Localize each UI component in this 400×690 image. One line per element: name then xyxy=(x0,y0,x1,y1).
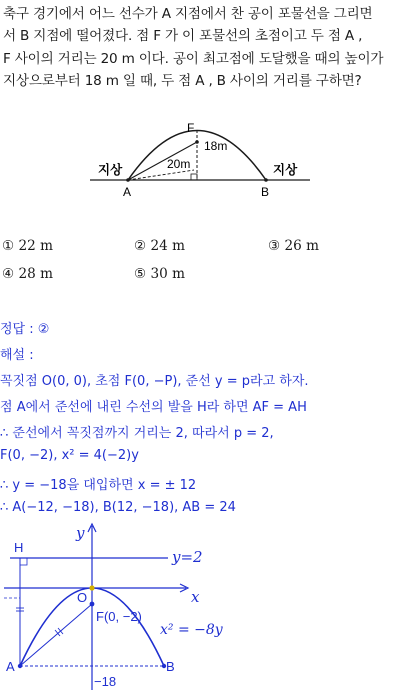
right-angle-H xyxy=(20,558,27,565)
label-F: F xyxy=(187,121,195,135)
label-ground-right: 지상 xyxy=(273,162,298,177)
explain-title: 해설 : xyxy=(0,348,34,363)
label-minus-18: −18 xyxy=(94,674,117,689)
label-B: B xyxy=(261,185,270,199)
label-y2: y=2 xyxy=(172,548,203,566)
choice-2[interactable]: ② 24 m xyxy=(134,238,186,254)
trajectory-figure xyxy=(90,108,310,203)
explain-line-3: ∴ 준선에서 꼭짓점까지 거리는 2, 따라서 p = 2, xyxy=(0,426,274,441)
label-A: A xyxy=(123,185,132,199)
label-20m: 20m xyxy=(167,157,191,171)
choice-3[interactable]: ③ 26 m xyxy=(268,238,320,254)
label-ground-left: 지상 xyxy=(98,162,123,177)
label-y: y xyxy=(76,524,85,542)
explain-line-5: ∴ y = −18을 대입하면 x = ± 12 xyxy=(0,478,197,493)
point-A xyxy=(18,664,22,668)
right-angle-mark xyxy=(191,174,197,180)
problem-line: F 사이의 거리는 20 m 이다. 공이 최고점에 도달했을 때의 높이가 xyxy=(3,50,384,67)
label-equation: x² = −8y xyxy=(160,622,223,638)
problem-line: 서 B 지점에 떨어졌다. 점 F 가 이 포물선의 초점이고 두 점 A , xyxy=(3,28,363,45)
point-F xyxy=(90,602,95,607)
problem-text xyxy=(3,3,399,93)
point-A xyxy=(126,178,130,182)
explain-line-6: ∴ A(−12, −18), B(12, −18), AB = 24 xyxy=(0,500,236,515)
explain-line-4: F(0, −2), x² = 4(−2)y xyxy=(0,448,139,463)
explain-line-2: 점 A에서 준선에 내린 수선의 발을 H라 하면 AF = AH xyxy=(0,400,307,415)
answer-line: 정답 : ② xyxy=(0,322,50,337)
label-O: O xyxy=(77,590,88,605)
label-A: A xyxy=(6,659,15,674)
problem-line: 축구 경기에서 어느 선수가 A 지점에서 찬 공이 포물선을 그리면 xyxy=(3,6,373,22)
choice-1[interactable]: ① 22 m xyxy=(2,238,54,254)
point-B xyxy=(264,178,268,182)
problem-line: 지상으로부터 18 m 일 때, 두 점 A , B 사이의 거리를 구하면? xyxy=(3,73,362,90)
choice-4[interactable]: ④ 28 m xyxy=(2,266,54,282)
label-B: B xyxy=(166,659,175,674)
label-H: H xyxy=(14,540,24,555)
choice-5[interactable]: ⑤ 30 m xyxy=(134,266,186,282)
explain-line-1: 꼭짓점 O(0, 0), 초점 F(0, −P), 준선 y = p라고 하자. xyxy=(0,374,309,389)
point-F xyxy=(195,140,199,144)
point-O xyxy=(89,585,94,590)
label-18m: 18m xyxy=(204,139,228,153)
segment-AF xyxy=(20,604,92,666)
label-x: x xyxy=(191,588,200,606)
coordinate-figure xyxy=(0,522,240,690)
label-F: F(0, −2) xyxy=(96,609,142,624)
